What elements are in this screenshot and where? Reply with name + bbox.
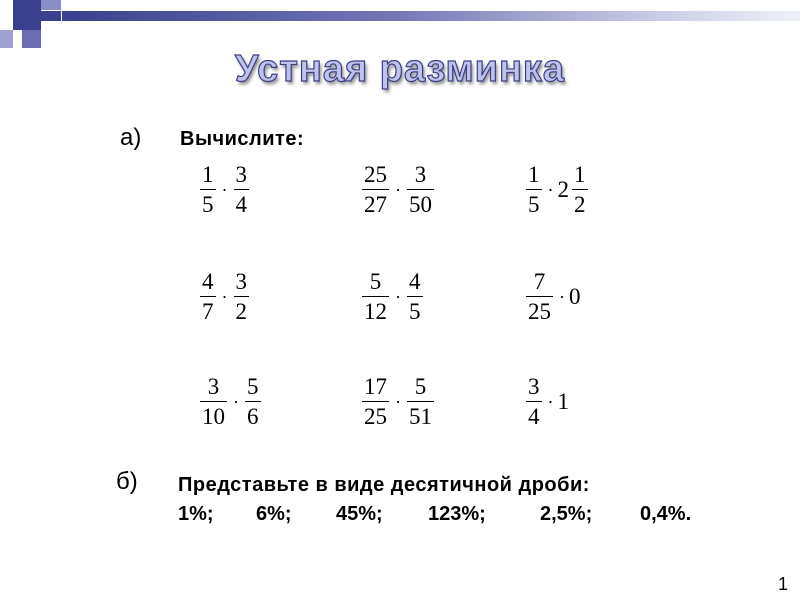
multiply-dot: · <box>233 391 239 412</box>
numerator: 3 <box>528 374 540 399</box>
product-expression <box>524 375 569 428</box>
numerator: 5 <box>369 269 382 294</box>
numerator: 1 <box>574 162 586 187</box>
multiply-dot: · <box>395 179 401 200</box>
multiply-dot: · <box>547 391 554 412</box>
percent-item: 6%; <box>256 503 292 525</box>
product-expression <box>198 163 251 216</box>
percent-item: 0,4%. <box>640 503 692 525</box>
fraction <box>405 270 425 323</box>
fraction <box>232 163 252 216</box>
numerator: 25 <box>364 162 387 187</box>
denominator: 7 <box>200 296 216 323</box>
page-number: 1 <box>777 574 788 594</box>
numerator: 1 <box>528 162 540 187</box>
multiply-dot: · <box>547 179 554 200</box>
part-a-marker: а) <box>120 124 142 151</box>
denominator: 2 <box>234 296 250 323</box>
percent-item: 2,5%; <box>540 503 593 525</box>
integer-factor: 1 <box>557 389 569 414</box>
denominator: 50 <box>407 189 434 216</box>
fraction <box>360 270 391 323</box>
multiply-dot: · <box>221 179 228 200</box>
numerator: 3 <box>235 162 247 187</box>
fraction <box>405 375 436 428</box>
multiply-dot: · <box>221 286 228 307</box>
denominator: 27 <box>362 189 389 216</box>
product-expression <box>524 270 581 323</box>
denominator: 5 <box>526 189 542 216</box>
percent-item: 123%; <box>428 503 486 525</box>
numerator: 1 <box>202 162 214 187</box>
numerator: 5 <box>414 374 427 399</box>
denominator: 4 <box>234 189 250 216</box>
denominator: 25 <box>362 401 389 428</box>
numerator: 3 <box>235 269 247 294</box>
numerator: 4 <box>202 269 214 294</box>
slide-title: Устная разминка <box>234 48 566 90</box>
multiply-dot: · <box>559 286 565 307</box>
fraction <box>243 375 263 428</box>
part-a-heading: Вычислите: <box>180 128 305 150</box>
part-b-heading: Представьте в виде десятичной дроби: <box>178 474 590 496</box>
denominator: 5 <box>200 189 216 216</box>
product-expression <box>360 163 436 216</box>
numerator: 3 <box>414 162 427 187</box>
fraction <box>570 163 590 216</box>
denominator: 5 <box>407 296 423 323</box>
fraction <box>524 270 555 323</box>
multiply-dot: · <box>395 391 401 412</box>
denominator: 2 <box>572 189 588 216</box>
denominator: 6 <box>245 401 261 428</box>
fraction <box>198 270 218 323</box>
multiply-dot: · <box>395 286 401 307</box>
whole-number: 2 <box>557 177 569 202</box>
product-expression <box>360 375 436 428</box>
numerator: 5 <box>247 374 259 399</box>
denominator: 51 <box>407 401 434 428</box>
denominator: 10 <box>200 401 227 428</box>
denominator: 12 <box>362 296 389 323</box>
fraction <box>405 163 436 216</box>
fraction <box>524 163 544 216</box>
product-expression <box>524 163 590 216</box>
part-b-marker: б) <box>116 468 138 495</box>
corner-square-small <box>22 30 41 48</box>
product-expression <box>198 270 251 323</box>
numerator: 7 <box>533 269 546 294</box>
corner-square-top-right <box>41 0 61 10</box>
numerator: 17 <box>364 374 387 399</box>
fraction <box>524 375 544 428</box>
product-expression <box>360 270 425 323</box>
percent-item: 1%; <box>178 503 214 525</box>
fraction <box>232 270 252 323</box>
denominator: 25 <box>526 296 553 323</box>
denominator: 4 <box>526 401 542 428</box>
corner-square-left <box>0 30 13 48</box>
corner-square-mid <box>41 11 61 21</box>
header-gradient-bar <box>62 11 800 21</box>
integer-factor: 0 <box>569 284 581 309</box>
corner-square-large <box>13 0 41 30</box>
numerator: 3 <box>207 374 220 399</box>
fraction <box>360 163 391 216</box>
fraction <box>360 375 391 428</box>
numerator: 4 <box>409 269 421 294</box>
fraction <box>198 163 218 216</box>
product-expression <box>198 375 263 428</box>
fraction <box>198 375 229 428</box>
percent-item: 45%; <box>336 503 383 525</box>
